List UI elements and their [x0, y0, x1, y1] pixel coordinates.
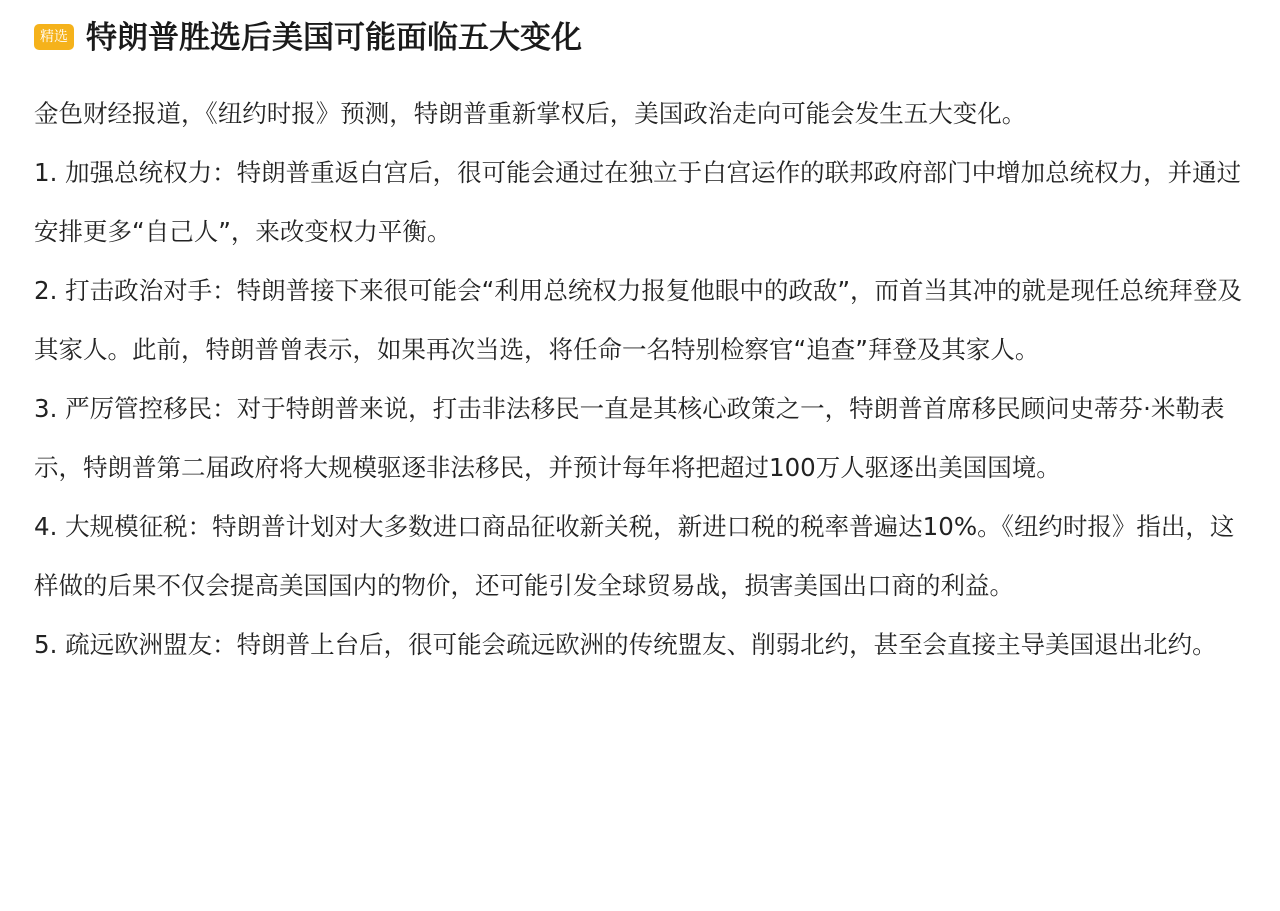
article-header: [34, 0, 1246, 80]
paragraph-point-2: 2. 打击政治对手：特朗普接下来很可能会“利用总统权力报复他眼中的政敌”，而首当其冲的就是现任总统拜登及其家人。此前，特朗普曾表示，如果再次当选，将任命一名特别检察官“追查”拜登及其家人。: [34, 276, 1243, 364]
paragraph-point-1: 1. 加强总统权力：特朗普重返白宫后，很可能会通过在独立于白宫运作的联邦政府部门中增加总统权力，并通过安排更多“自己人”，来改变权力平衡。: [34, 158, 1242, 246]
article-title: 特朗普胜选后美国可能面临五大变化: [86, 20, 582, 56]
paragraph-point-4: 4. 大规模征税：特朗普计划对大多数进口商品征收新关税，新进口税的税率普遍达10%。《纽约时报》指出，这样做的后果不仅会提高美国国内的物价，还可能引发全球贸易战，损害美国出口商的利益。: [34, 512, 1235, 600]
paragraph-point-3: 3. 严厉管控移民：对于特朗普来说，打击非法移民一直是其核心政策之一，特朗普首席移民顾问史蒂芬·米勒表示，特朗普第二届政府将大规模驱逐非法移民，并预计每年将把超过100万人驱逐出美国国境。: [34, 394, 1225, 482]
paragraph-intro: 金色财经报道，《纽约时报》预测，特朗普重新掌权后，美国政治走向可能会发生五大变化。: [34, 99, 1027, 128]
featured-badge: 精选: [34, 24, 74, 50]
article-body: [34, 84, 1246, 674]
paragraph-point-5: 5. 疏远欧洲盟友：特朗普上台后，很可能会疏远欧洲的传统盟友、削弱北约，甚至会直接主导美国退出北约。: [34, 630, 1217, 659]
